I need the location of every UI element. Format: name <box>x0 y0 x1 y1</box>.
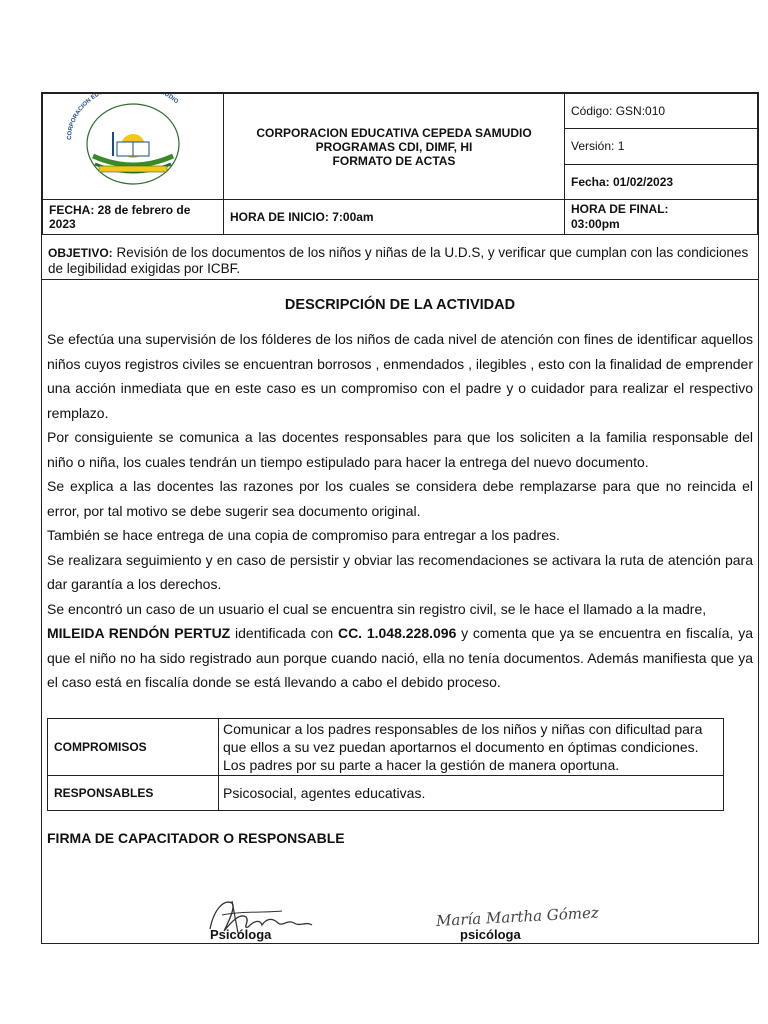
paragraph-2: Por consiguiente se comunica a las docentes responsables para que los soliciten a la familia responsable del niño o niña, los cuales tendrán un tiempo estipulado para hacer la entrega del nuevo documento. <box>47 429 753 470</box>
paragraph-3: Se explica a las docentes las razones por los cuales se considera debe remplazarse para que no reincida el error, por tal motivo se debe sugerir sea documento original. <box>47 478 753 519</box>
header-table <box>42 93 758 235</box>
title-line-1: CORPORACION EDUCATIVA CEPEDA SAMUDIO <box>256 125 532 140</box>
commitments-table <box>47 718 724 811</box>
svg-text:CORPORACION EDUCATIVA CEPEDA S: CORPORACION ED UDIO <box>66 94 180 141</box>
hora-inicio-cell: HORA DE INICIO: 7:00am <box>224 200 565 235</box>
hora-final-label: HORA DE FINAL: <box>571 202 669 216</box>
version-cell: Versión: 1 <box>565 129 758 164</box>
commitment-line-1: Comunicar a los padres responsables de los niños y niñas con dificultad para que ellos a su vez puedan aportarnos el documento en óptimas condiciones. <box>223 721 703 755</box>
institution-logo <box>43 94 223 196</box>
hora-final-value: 03:00pm <box>571 217 620 231</box>
description-body <box>47 327 753 695</box>
header-title <box>224 94 565 200</box>
commitments-value <box>219 719 724 776</box>
section-title: DESCRIPCIÓN DE LA ACTIVIDAD <box>284 297 516 313</box>
svg-text:María Martha Gómez: María Martha Gómez <box>435 903 600 931</box>
responsables-label: RESPONSABLES <box>48 776 219 811</box>
title-line-2: PROGRAMAS CDI, DIMF, HI <box>315 139 473 154</box>
acta-document <box>41 92 759 944</box>
mother-name: MILEIDA RENDÓN PERTUZ <box>47 625 231 641</box>
paragraph-1: Se efectúa una supervisión de los fólderes de los niños de cada nivel de atención con fines de identificar aquellos niños cuyos registros civiles se encuentran borrosos , enmendados , ilegibles , esto con la finalidad de emprender una acción inmediata que en este caso es un compromiso con el padre y o cuidador para realizar el respectivo remplazo. <box>47 331 753 421</box>
commitment-line-2: Los padres por su parte a hacer la gestión de manera oportuna. <box>223 757 620 773</box>
objective-text: Revisión de los documentos de los niños y niñas de la U.D.S, y verificar que cumplan con las condiciones de legibilidad exigidas por ICBF. <box>48 245 749 276</box>
paragraph-4: También se hace entrega de una copia de compromiso para entregar a los padres. <box>47 527 560 543</box>
objective-section <box>42 230 758 280</box>
title-line-3: FORMATO DE ACTAS <box>332 153 456 168</box>
paragraph-6: Se encontró un caso de un usuario el cual se encuentra sin registro civil, se le hace el llamado a la madre, <box>47 600 707 617</box>
signature-title: FIRMA DE CAPACITADOR O RESPONSABLE <box>47 830 345 846</box>
paragraph-5: Se realizara seguimiento y en caso de persistir y obviar las recomendaciones se activara la ruta de atención para dar garantía a los derechos. <box>47 551 753 592</box>
fecha-cell: FECHA: 28 de febrero de 2023 <box>43 200 224 235</box>
commitments-label: COMPROMISOS <box>48 719 219 776</box>
objective-label: OBJETIVO: <box>48 246 113 260</box>
mother-id: CC. 1.048.228.096 <box>337 625 457 641</box>
signature-role-1: Psicóloga <box>210 927 272 942</box>
responsables-value: Psicosocial, agentes educativas. <box>219 776 724 811</box>
paragraph-7-rest: y comenta que ya se encuentra en fiscalía, ya que el niño no ha sido registrado aun porque cuando nació, ella no tenía documentos. Además manifiesta que ya el caso está en fiscalía donde se está llevando a cabo el debido proceso. <box>47 625 754 690</box>
signature-role-2: psicóloga <box>460 927 521 942</box>
codigo-cell: Código: GSN:010 <box>565 94 758 129</box>
paragraph-7 <box>47 621 753 695</box>
logo-cell <box>43 94 224 200</box>
paragraph-7-mid: identificada con <box>230 625 338 641</box>
fecha-doc-cell: Fecha: 01/02/2023 <box>565 164 758 199</box>
